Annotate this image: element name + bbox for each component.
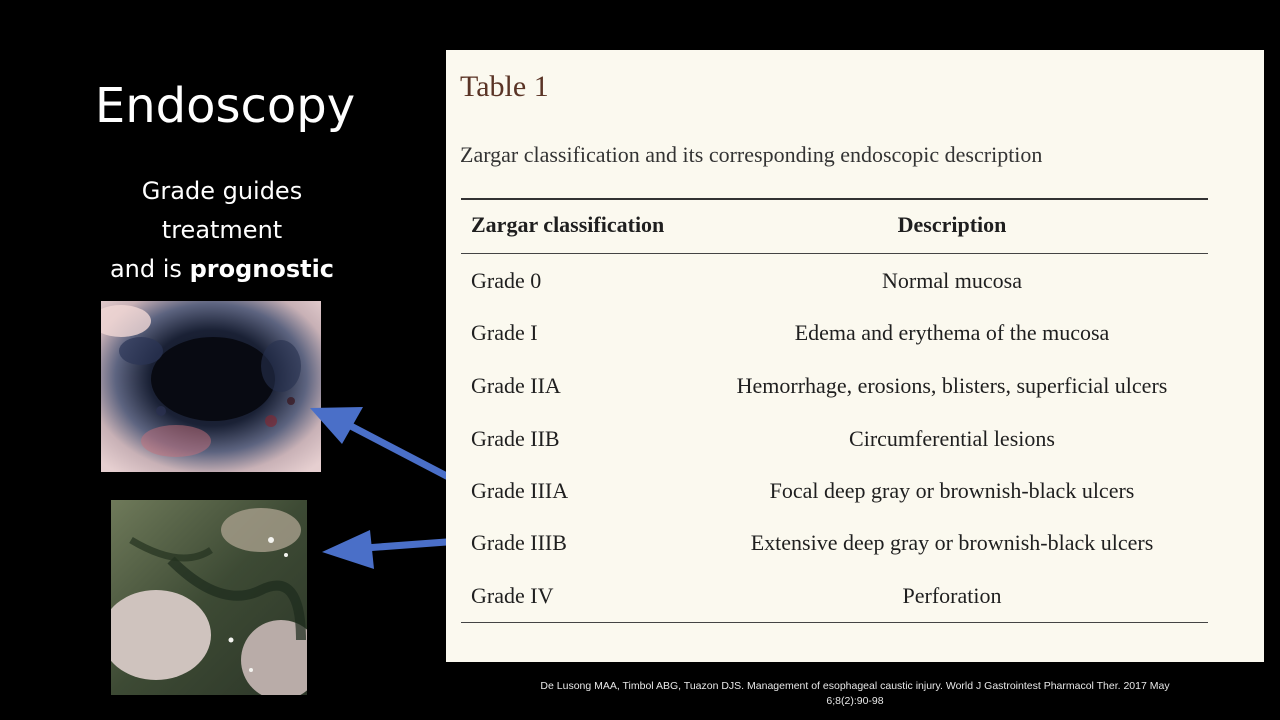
grade-cell: Grade IIB [471, 426, 560, 451]
description-cell: Circumferential lesions [849, 426, 1055, 451]
description-cell: Extensive deep gray or brownish-black ulcers [750, 530, 1154, 555]
table-row [446, 524, 1264, 564]
header-zargar-classification: Zargar classification [471, 212, 665, 237]
endoscopy-image-grade-iiib [111, 500, 307, 695]
zargar-table-panel [446, 50, 1264, 662]
table-caption: Zargar classification and its corresponding endoscopic description [460, 142, 1043, 167]
table-header-rule [461, 253, 1208, 254]
grade-cell: Grade IIA [471, 373, 561, 398]
subtitle-line-1: Grade guides [141, 177, 303, 205]
subtitle-emphasis: prognostic [189, 255, 335, 283]
subtitle-line-3 [82, 250, 362, 289]
table-row [446, 262, 1264, 302]
grade-cell: Grade IV [471, 583, 554, 608]
arrow-to-image-1 [310, 407, 460, 483]
citation-line-2: 6;8(2):90-98 [826, 695, 884, 707]
table-label: Table 1 [460, 70, 549, 103]
table-top-rule [461, 198, 1208, 200]
grade-cell: Grade IIIA [471, 478, 569, 503]
description-cell: Edema and erythema of the mucosa [794, 320, 1110, 345]
grade-cell: Grade I [471, 320, 538, 345]
description-cell: Normal mucosa [882, 268, 1022, 293]
grade-cell: Grade 0 [471, 268, 542, 293]
header-description: Description [897, 212, 1007, 237]
description-cell: Focal deep gray or brownish-black ulcers [769, 478, 1135, 503]
citation [490, 679, 1220, 709]
table-row [446, 420, 1264, 460]
description-cell: Perforation [902, 583, 1002, 608]
subtitle-line-2: treatment [161, 216, 283, 244]
slide-subtitle [82, 172, 362, 289]
slide-title: Endoscopy [94, 78, 356, 134]
description-cell: Hemorrhage, erosions, blisters, superficial ulcers [736, 373, 1168, 398]
table-row [446, 577, 1264, 617]
grade-cell: Grade IIIB [471, 530, 567, 555]
table-row [446, 314, 1264, 354]
arrow-to-image-2 [322, 530, 460, 569]
citation-line-1: De Lusong MAA, Timbol ABG, Tuazon DJS. Management of esophageal caustic injury. World J Gastrointest Pharmacol Ther. 2017 May [540, 680, 1170, 692]
table-row [446, 367, 1264, 407]
table-bottom-rule [461, 622, 1208, 623]
table-row [446, 472, 1264, 512]
subtitle-line-3-prefix: and is [109, 255, 190, 283]
endoscopy-image-grade-iiia [101, 301, 321, 472]
